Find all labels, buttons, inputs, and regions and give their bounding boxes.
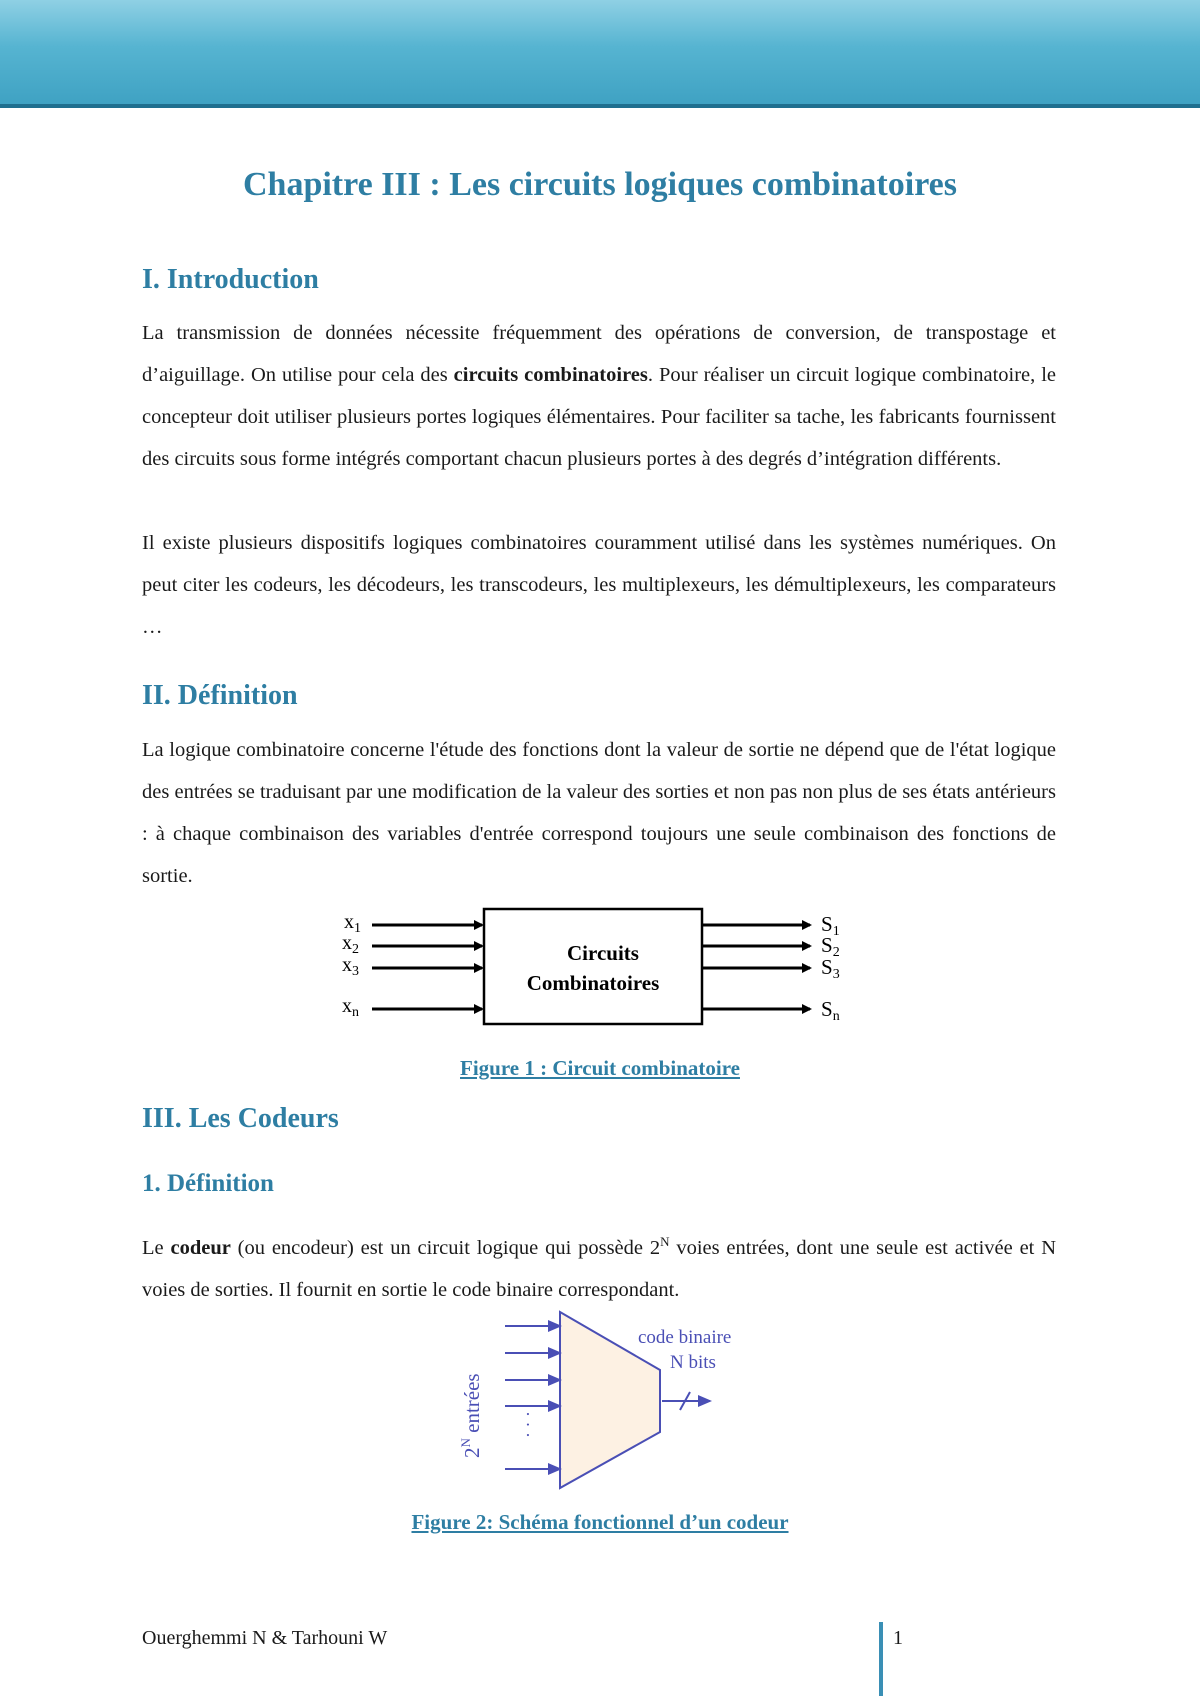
bold-term: codeur <box>170 1236 231 1259</box>
introduction-paragraph-2: Il existe plusieurs dispositifs logiques combinatoires couramment utilisé dans les systèmes numériques. On peut citer les codeurs, les décodeurs, les transcodeurs, les multiplexeurs, les démultiplexeurs, les comparateurs … <box>142 532 1056 638</box>
footer-authors: Ouerghemmi N & Tarhouni W <box>142 1627 388 1649</box>
box-label-line1: Circuits <box>567 941 639 965</box>
circuit-box <box>484 909 702 1024</box>
input-label-x1: $x_1$ <box>344 911 361 936</box>
introduction-paragraph-1: La transmission de données nécessite fréquemment des opérations de conversion, de transpostage et d’aiguillage. On utilise pour cela des circuits combinatoires. Pour réaliser un circuit logique combinatoire, le concepteur doit utiliser plusieurs portes logiques élémentaires. Pour faciliter sa tache, les fabricants fournissent des circuits sous forme intégrés comportant chacun plusieurs portes à des degrés d’intégration différents. <box>142 322 1056 470</box>
input-label-x2: $x_2$ <box>342 932 359 957</box>
subsection-heading-definition: 1. Définition <box>142 1170 274 1197</box>
encoder-output-label-2: N bits <box>670 1352 716 1373</box>
section-heading-codeurs: III. Les Codeurs <box>142 1103 339 1134</box>
input-label-x3: $x_3$ <box>342 954 359 979</box>
footer-divider <box>879 1622 883 1696</box>
page-number: 1 <box>893 1627 903 1649</box>
bold-term: circuits combinatoires <box>453 364 648 386</box>
encoder-dots: · · · <box>518 1411 538 1438</box>
encoder-input-label: $2^N$ entrées <box>458 1373 484 1458</box>
figure-1-caption: Figure 1 : Circuit combinatoire <box>460 1056 740 1080</box>
definition-paragraph: La logique combinatoire concerne l'étude des fonctions dont la valeur de sortie ne dépend que de l'état logique des entrées se traduisant par une modification de la valeur des sorties et non pas non plus de ses états antérieurs : à chaque combinaison des variables d'entrée correspond toujours une seule combinaison des fonctions de sortie. <box>142 739 1056 887</box>
codeur-paragraph: Le codeur (ou encodeur) est un circuit logique qui possède $2^N$ voies entrées, dont une seule est activée et N voies de sorties. Il fournit en sortie le code binaire correspondant. <box>142 1234 1057 1301</box>
output-label-sn: Sn <box>821 997 840 1024</box>
figure-2-caption: Figure 2: Schéma fonctionnel d’un codeur <box>411 1510 789 1534</box>
output-label-s3: S3 <box>821 955 840 982</box>
output-label-s1: S1 <box>821 912 840 939</box>
box-label-line2: Combinatoires <box>526 971 660 995</box>
section-heading-definition: II. Définition <box>142 680 298 711</box>
encoder-output-label-1: code binaire <box>638 1327 732 1348</box>
input-label-xn: $x_n$ <box>342 995 359 1020</box>
output-label-s2: S2 <box>821 933 840 960</box>
chapter-title: Chapitre III : Les circuits logiques combinatoires <box>242 166 958 203</box>
section-heading-introduction: I. Introduction <box>142 264 319 295</box>
